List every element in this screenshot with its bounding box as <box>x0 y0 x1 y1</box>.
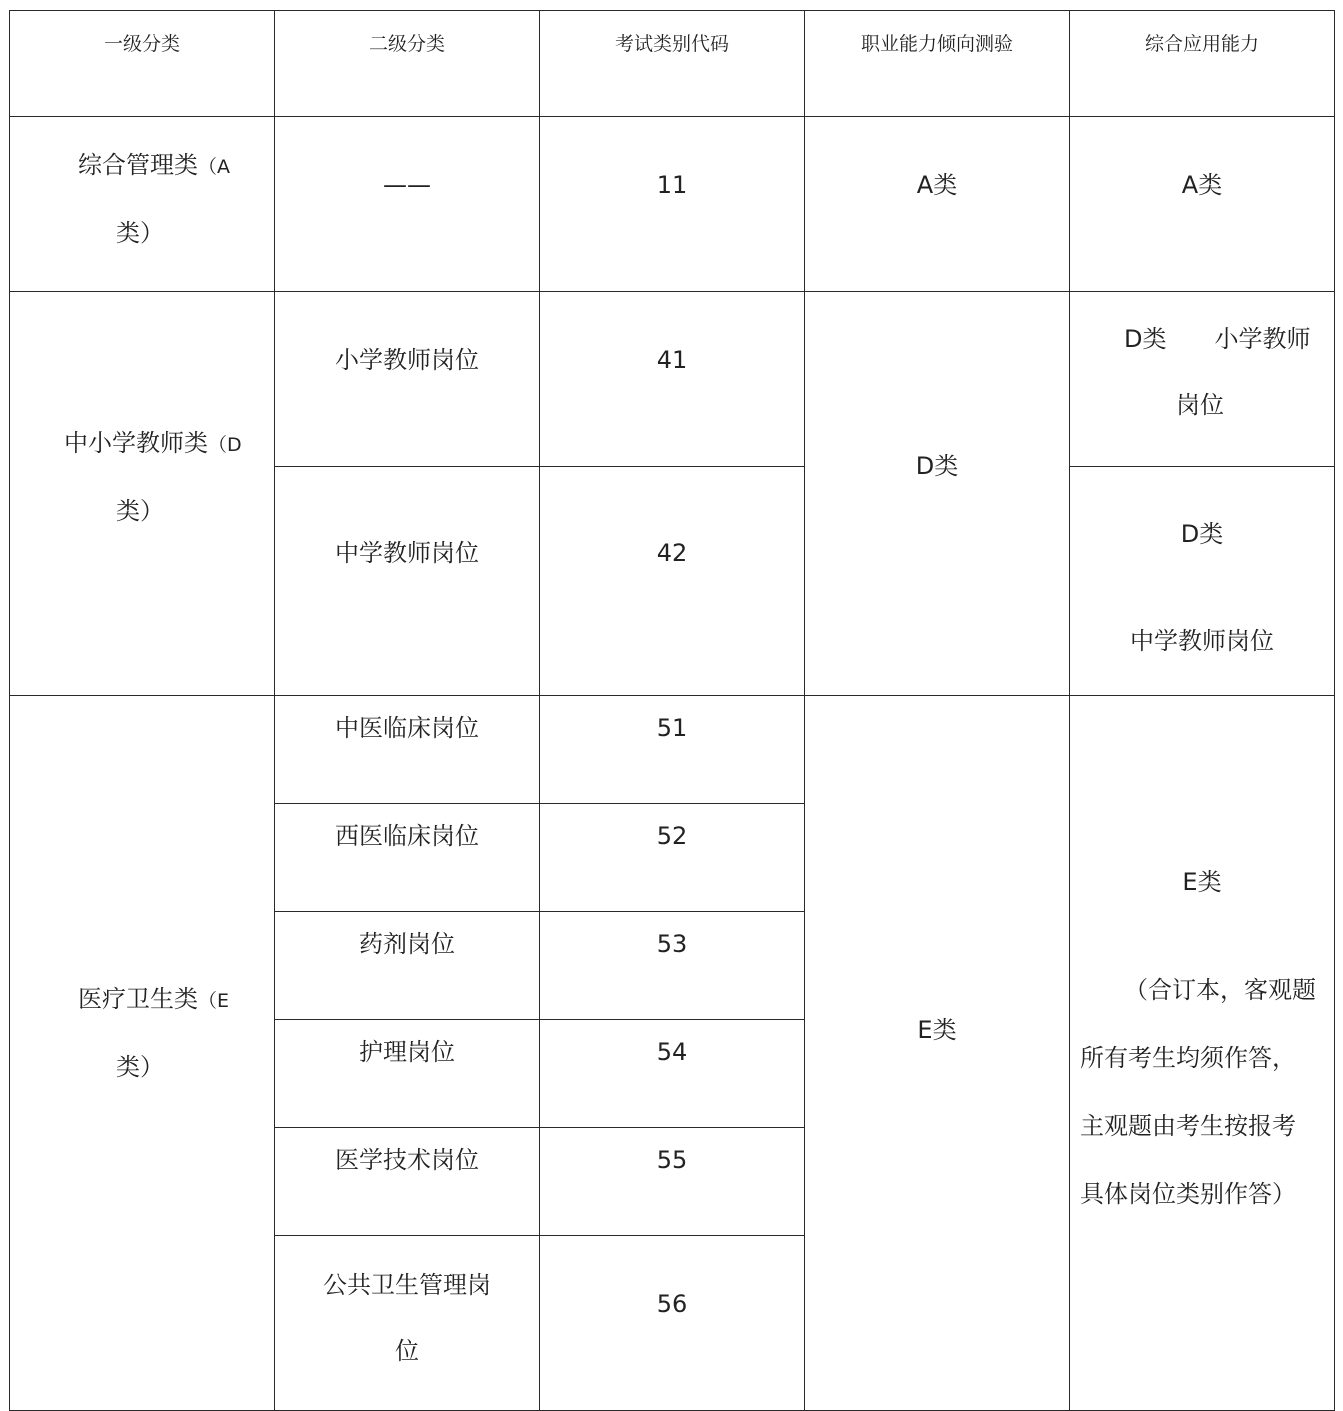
applied-note-line: 主观题由考生按报考 <box>1080 1112 1296 1140</box>
header-level2: 二级分类 <box>368 33 445 55</box>
applied-cell <box>1070 467 1335 696</box>
applied-note-line: 所有考生均须作答， <box>1080 1044 1296 1072</box>
level1-name: 综合管理类 <box>78 151 198 179</box>
code-value: 51 <box>656 714 688 742</box>
level1-cell-a <box>10 117 275 292</box>
level2-name: 中学教师岗位 <box>335 539 479 567</box>
code-value: 41 <box>656 346 688 374</box>
applied-cell <box>1070 696 1335 1411</box>
applied-value: A类 <box>1181 171 1223 199</box>
applied-note-line: （合订本，客观题 <box>1124 976 1316 1004</box>
level2-cell <box>275 912 540 1020</box>
applied-title: E类 <box>1182 868 1222 896</box>
level2-name: 西医临床岗位 <box>335 822 479 850</box>
level2-cell <box>275 467 540 696</box>
code-cell <box>540 1236 805 1411</box>
level2-cell <box>275 696 540 804</box>
table-row <box>10 696 1335 804</box>
aptitude-cell <box>805 117 1070 292</box>
code-value: 42 <box>656 539 688 567</box>
aptitude-cell <box>805 696 1070 1411</box>
exam-category-table <box>9 10 1335 1411</box>
header-cell <box>10 11 275 117</box>
level1-code: （E <box>198 990 230 1012</box>
level1-cell-e <box>10 696 275 1411</box>
code-value: 56 <box>656 1290 688 1318</box>
level2-name: 医学技术岗位 <box>335 1146 479 1174</box>
level1-name: 中小学教师类 <box>64 429 208 457</box>
code-cell <box>540 696 805 804</box>
code-cell <box>540 467 805 696</box>
applied-cell <box>1070 117 1335 292</box>
applied-line: 岗位 <box>1176 391 1224 419</box>
code-cell <box>540 292 805 467</box>
table-row <box>10 117 1335 292</box>
level1-tail: 类） <box>116 497 164 525</box>
level1-tail: 类） <box>116 1053 164 1081</box>
level2-cell <box>275 1020 540 1128</box>
level2-cell <box>275 804 540 912</box>
level2-name: 护理岗位 <box>359 1038 455 1066</box>
header-cell <box>540 11 805 117</box>
header-aptitude: 职业能力倾向测验 <box>860 33 1013 55</box>
level1-code: （D <box>208 434 242 456</box>
applied-line: D类 小学教师 <box>1124 325 1311 353</box>
level2-name: 药剂岗位 <box>359 930 455 958</box>
level2-cell <box>275 1128 540 1236</box>
applied-note-line: 具体岗位类别作答） <box>1080 1180 1296 1208</box>
level2-name: 公共卫生管理岗 <box>323 1271 491 1299</box>
aptitude-value: A类 <box>916 171 958 199</box>
applied-cell <box>1070 292 1335 467</box>
level1-tail: 类） <box>116 219 164 247</box>
level1-name: 医疗卫生类 <box>78 985 198 1013</box>
aptitude-value: E类 <box>917 1016 957 1044</box>
header-level1: 一级分类 <box>103 33 180 55</box>
code-value: 52 <box>656 822 688 850</box>
level2-dash: —— <box>383 171 431 199</box>
level2-name-tail: 位 <box>395 1337 419 1365</box>
code-cell <box>540 912 805 1020</box>
level2-name: 小学教师岗位 <box>335 346 479 374</box>
level2-cell <box>275 292 540 467</box>
header-cell <box>805 11 1070 117</box>
header-row <box>10 11 1335 117</box>
code-value: 54 <box>656 1038 688 1066</box>
header-code: 考试类别代码 <box>614 33 729 55</box>
code-value: 53 <box>656 930 688 958</box>
header-cell <box>1070 11 1335 117</box>
code-cell <box>540 804 805 912</box>
header-applied: 综合应用能力 <box>1144 33 1259 55</box>
level2-name: 中医临床岗位 <box>335 714 479 742</box>
header-cell <box>275 11 540 117</box>
aptitude-cell <box>805 292 1070 696</box>
aptitude-value: D类 <box>915 452 959 480</box>
code-value: 11 <box>656 171 688 199</box>
level1-cell-d <box>10 292 275 696</box>
applied-line: 中学教师岗位 <box>1130 627 1274 655</box>
level2-cell <box>275 117 540 292</box>
applied-line: D类 <box>1180 520 1224 548</box>
code-value: 55 <box>656 1146 688 1174</box>
code-cell <box>540 117 805 292</box>
code-cell <box>540 1128 805 1236</box>
code-cell <box>540 1020 805 1128</box>
level2-cell <box>275 1236 540 1411</box>
level1-code: （A <box>198 156 230 178</box>
table-row <box>10 292 1335 467</box>
